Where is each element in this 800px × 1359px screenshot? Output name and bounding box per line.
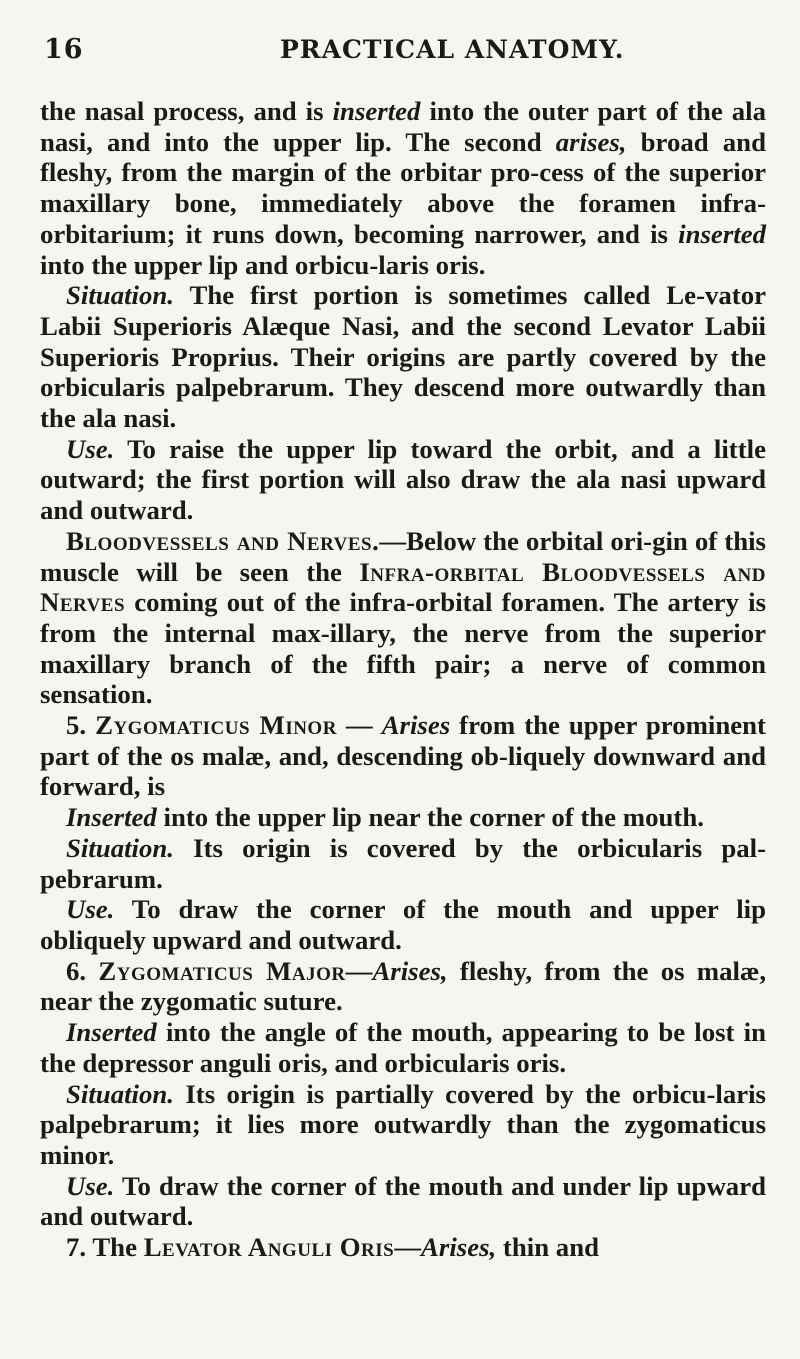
page-number: 16 — [44, 34, 84, 65]
small-caps-heading: Infra-orbital Bloodvessels and Nerves — [40, 556, 766, 618]
text-run: To draw the corner of the mouth and upper lip obliquely upward and outward. — [40, 894, 766, 955]
text-run: To draw the corner of the mouth and under lip upward and outward. — [40, 1170, 766, 1232]
text-run: into the upper lip near the corner of the mouth. — [156, 802, 704, 833]
paragraph — [40, 434, 766, 526]
italic-term: Inserted — [66, 802, 157, 833]
paragraph — [40, 894, 766, 955]
italic-term: Use. — [66, 433, 115, 464]
text-run: into the outer part of the ala nasi, and into the upper lip. The second — [40, 96, 766, 157]
italic-term: inserted — [332, 96, 421, 126]
text-run: coming out of the infra-orbital foramen. The artery is from the internal max-illary, the nerve from the superior maxillary branch of the fifth pair; a nerve of common sensation. — [40, 587, 766, 710]
small-caps-heading: Levator Anguli Oris — [143, 1232, 395, 1263]
paragraph — [40, 802, 766, 833]
running-title: PRACTICAL ANATOMY. — [280, 35, 625, 64]
running-head — [40, 34, 766, 70]
paragraph — [40, 96, 766, 280]
text-run: — — [336, 710, 382, 741]
text-run: The first portion is sometimes called Le-vator Labii Superioris Alæque Nasi, and the second Levator Labii Superioris Proprius. Their origins are partly covered by the orbicularis palpebrarum. They descend more outwardly than the ala nasi. — [40, 280, 766, 434]
small-caps-heading: Zygomaticus Minor — [95, 710, 337, 741]
paragraph — [40, 833, 766, 894]
text-run: — — [394, 1232, 422, 1263]
italic-term: Arises, — [421, 1232, 497, 1263]
text-run: —Below the orbital ori-gin of this muscle will be seen the — [40, 525, 766, 587]
small-caps-heading: Bloodvessels and Nerves. — [66, 525, 380, 556]
paragraph — [40, 1171, 766, 1232]
text-run: into the angle of the mouth, appearing to be lost in the depressor anguli oris, and orbicularis oris. — [40, 1017, 766, 1078]
italic-term: Arises — [381, 710, 451, 741]
text-run: broad and fleshy, from the margin of the orbitar pro-cess of the superior maxillary bone, immediately above the foramen infra-orbitarium; it runs down, becoming narrower, and is — [40, 126, 766, 249]
text-run: into the upper lip and orbicu-laris oris. — [40, 249, 486, 280]
small-caps-heading: Zygomaticus Major — [98, 955, 346, 986]
text-run: thin and — [496, 1232, 600, 1263]
italic-term: Use. — [66, 894, 115, 925]
paragraph — [40, 1017, 766, 1078]
italic-term: Arises, — [372, 955, 448, 986]
body-text — [40, 96, 766, 1263]
paragraph — [40, 956, 766, 1017]
italic-term: Situation. — [66, 1078, 174, 1109]
italic-term: inserted — [678, 218, 766, 249]
text-run: 6. — [66, 955, 99, 986]
paragraph — [40, 710, 766, 802]
paragraph — [40, 1232, 766, 1263]
text-run: the nasal process, and is — [40, 96, 333, 126]
text-run: from the upper prominent part of the os malæ, and, descending ob-liquely downward and forward, is — [40, 710, 766, 802]
italic-term: Situation. — [66, 832, 174, 863]
text-run: 5. — [66, 710, 96, 741]
paragraph — [40, 280, 766, 434]
book-page — [40, 34, 766, 1263]
text-run: Its origin is covered by the orbicularis pal-pebrarum. — [40, 832, 766, 894]
italic-term: Use. — [66, 1170, 115, 1201]
italic-term: Situation. — [66, 280, 174, 311]
text-run: — — [345, 955, 373, 986]
text-run: To raise the upper lip toward the orbit, and a little outward; the first portion will also draw the ala nasi upward and outward. — [40, 433, 766, 526]
text-run: 7. The — [66, 1232, 144, 1263]
text-run: Its origin is partially covered by the orbicu-laris palpebrarum; it lies more outwardly than the zygomaticus minor. — [40, 1078, 766, 1170]
italic-term: Inserted — [66, 1017, 157, 1048]
paragraph — [40, 526, 766, 710]
paragraph — [40, 1079, 766, 1171]
italic-term: arises, — [555, 126, 627, 157]
text-run: fleshy, from the os malæ, near the zygomatic suture. — [40, 955, 767, 1017]
